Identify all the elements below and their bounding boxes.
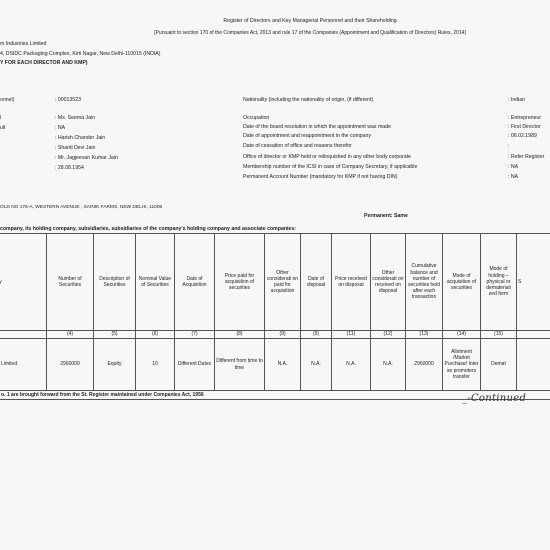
detail-right-label: Permanent Account Number (mandatory for KMP if not having DIN) [243,174,398,180]
register-subtitle: [Pursuant to section 170 of the Companies Act, 2013 and rule 17 of the Companies (Appointment and Qualification of Directors) Rules, 2014] [154,30,466,36]
company-name: m Industries Limited [0,41,47,47]
detail-left-value: : Ms. Seema Jain [55,115,96,121]
detail-right-label: Date of the board resolution in which the appointment was made [243,124,391,130]
column-number: (6) [136,331,175,339]
table-cell: Different Dates [175,339,215,391]
table-cell [517,339,550,391]
column-number: (9) [265,331,301,339]
shareholding-table-wrapper [0,233,550,400]
table-cell: Equity [94,339,136,391]
column-header [0,234,47,331]
detail-right-label: Date of cessation of office and reasons therefor [243,143,352,149]
detail-right-value: : Refer Register [508,154,545,160]
detail-left-value: : 28.08.1954 [55,165,84,171]
column-number: (5) [94,331,136,339]
column-number: (11) [332,331,371,339]
column-number: (9) [301,331,332,339]
detail-right-label: Nationality (including the nationality of origin, (if different) [243,97,374,103]
detail-left-label: onnel) [0,97,15,103]
table-cell: Demat [481,339,517,391]
column-header: Mode of acquisition of securities [443,234,481,331]
column-header: S [517,234,550,331]
column-number [0,331,47,339]
table-cell: N.A. [265,339,301,391]
detail-left-value: : NA [55,125,66,131]
table-cell: N.A. [332,339,371,391]
table-cell: Allotment /Market Purchase/ Inter se promoters transfer [443,339,481,391]
column-number [517,331,550,339]
column-header: Nominal Value of Securities [136,234,175,331]
column-number: (7) [175,331,215,339]
column-header: Date of disposal [301,234,332,331]
table-cell: Different from time to time [215,339,265,391]
table-cell: N.A. [371,339,406,391]
column-header: Cumulative balance and number of securities held after each transaction [406,234,443,331]
detail-left-label: ull [0,125,6,131]
company-address: 4, DSIDC Packaging Complex, Kirti Nagar, New Delhi-110015 (INDIA) [0,51,161,57]
table-cell: 10 [136,339,175,391]
detail-left-value: : Mr. Jagjeevan Kumar Jain [55,155,118,161]
handwritten-continued-note: _-Continued [462,393,527,404]
detail-right-label: Membership number of the ICSI in case of Company Secretary, if applicable [243,164,418,170]
detail-right-label: Date of appointment and reappointment in the company [243,133,372,139]
detail-right-label: Office of director or KMP held or relinquished in any other body corporate [243,154,411,160]
column-number: (14) [443,331,481,339]
column-header: Other considerati on paid for acquisition [265,234,301,331]
permanent-address-label: Permanent: Same [364,213,408,219]
detail-right-value: : NA [508,164,519,170]
column-number: (15) [481,331,517,339]
table-header-row [0,234,550,331]
table-caption: company, its holding company, subsidiaries, subsidiaries of the company's holding company and associate companies: [0,226,296,232]
shareholding-table [0,233,550,400]
table-cell: 2960000 [47,339,94,391]
detail-left-value: : Harish Chander Jain [55,135,106,141]
section-label: Y FOR EACH DIRECTOR AND KMP) [0,60,88,66]
table-row [0,339,550,391]
detail-right-value: : Indian [508,97,526,103]
detail-right-value: : NA [508,174,519,180]
table-cell: 2960000 [406,339,443,391]
register-title: Register of Directors and Key Managerial Personnel and their Shareholding [223,18,397,24]
table-cell: N.A. [301,339,332,391]
column-number: (13) [406,331,443,339]
column-header: Mode of holding – physical or demateriali zed form [481,234,517,331]
column-header: Description of Securities [94,234,136,331]
detail-right-value: : [508,143,510,149]
column-number: (8) [215,331,265,339]
detail-right-label: Occupation [243,115,270,121]
column-header: Price received on disposal [332,234,371,331]
column-header: Date of Acquisition [175,234,215,331]
table-footnote: o. 1 are brought forward from the St. Register maintained under Companies Act, 1956 [0,391,550,400]
detail-right-value: : First Director [508,124,541,130]
detail-left-label: l [0,115,2,121]
column-number-row [0,331,550,339]
address-line: OLD NO 176-A, WESTERN AVENUE , SAINIK FARMS, NEW DELHI, 11006 [0,205,163,210]
detail-left-value: : Shanti Devi Jain [55,145,96,151]
column-header: Price paid for acquisition of securities [215,234,265,331]
detail-right-value: : 06.02.1989 [508,133,537,139]
column-header: Other considerati on received on disposal [371,234,406,331]
detail-left-value: : 00013523 [55,97,81,103]
table-cell: Limited [0,339,47,391]
column-number: (12) [371,331,406,339]
column-header: Number of Securities [47,234,94,331]
detail-right-value: : Entrepreneur [508,115,542,121]
column-number: (4) [47,331,94,339]
